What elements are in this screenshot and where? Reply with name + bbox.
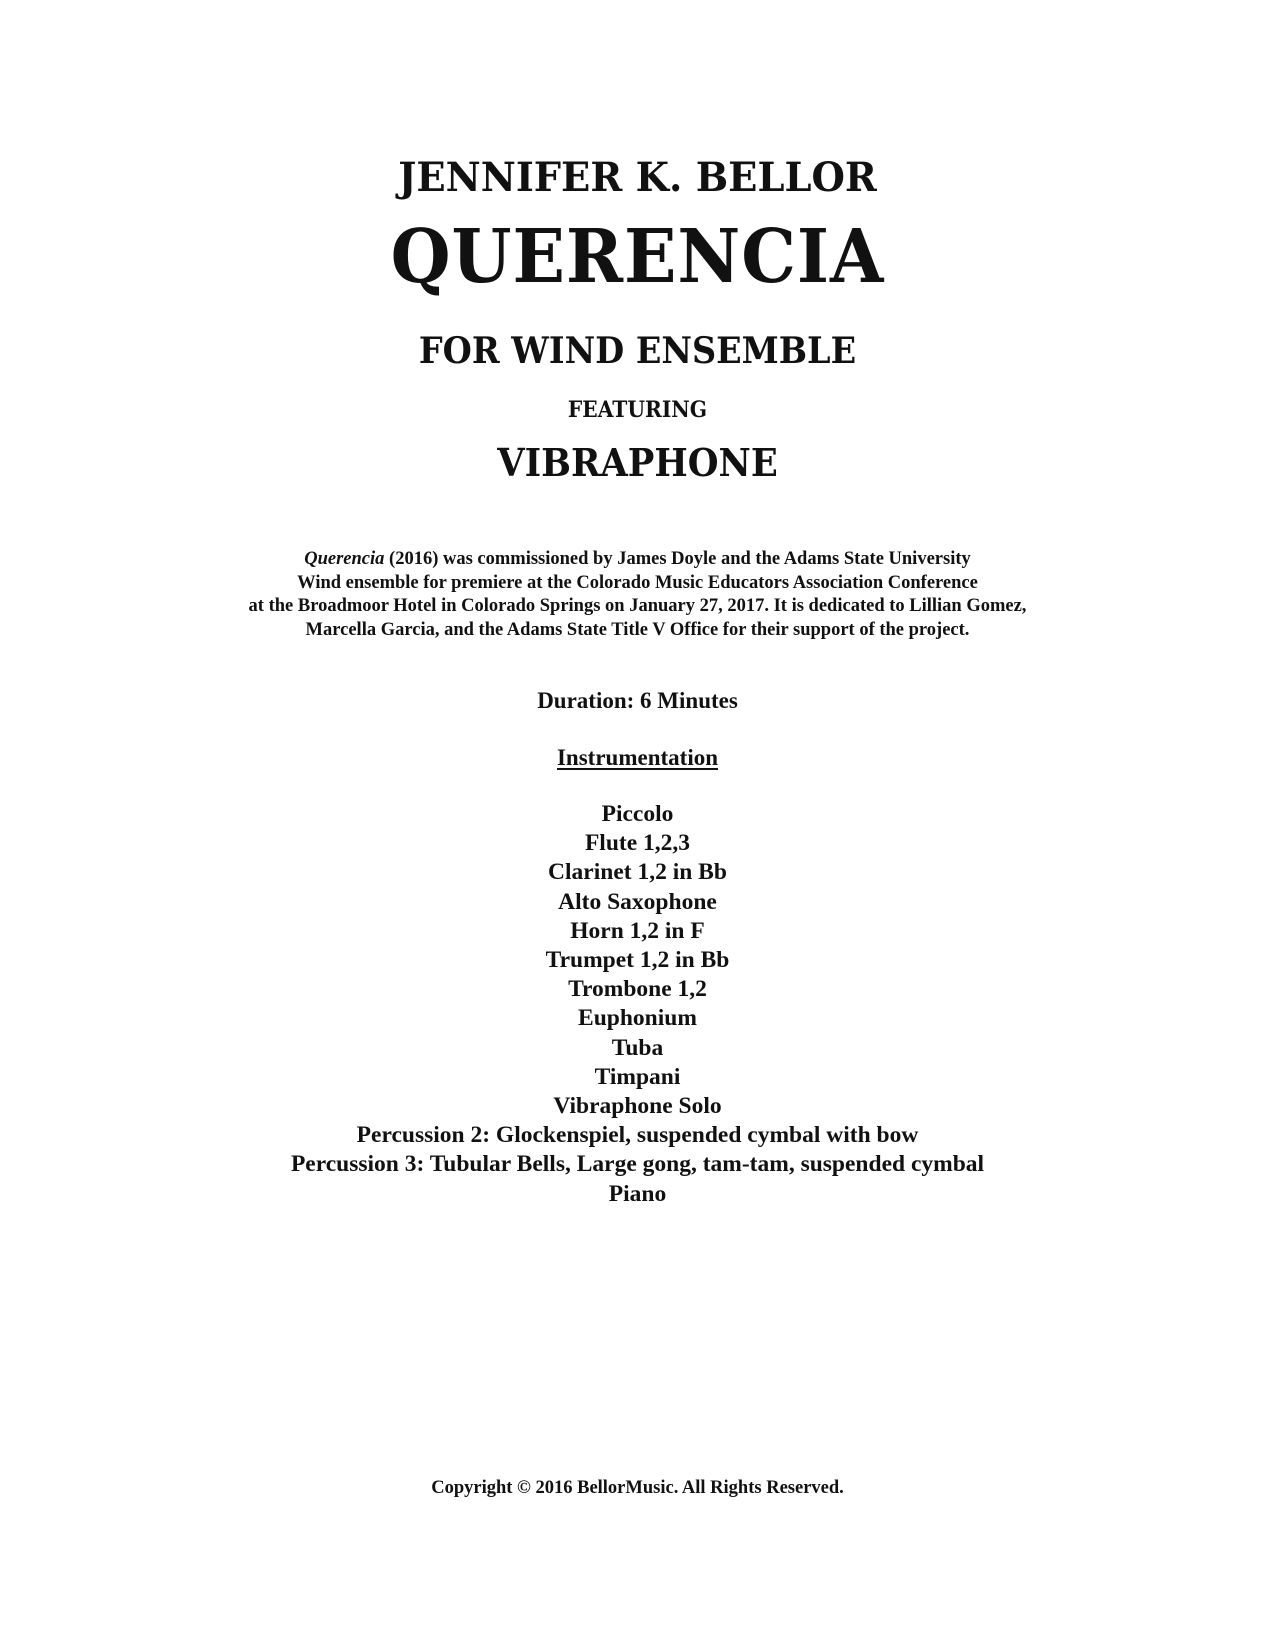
work-name-italic: Querencia (304, 549, 385, 569)
duration-text: Duration: 6 Minutes (537, 688, 738, 713)
instrument-item: Percussion 2: Glockenspiel, suspended cymbal with bow (356, 1122, 919, 1149)
instrument-item: Alto Saxophone (558, 888, 717, 915)
instrument-item: Piano (608, 1180, 667, 1207)
dedication-line-3: at the Broadmoor Hotel in Colorado Springs on January 27, 2017. It is dedicated to Lillian Gomez, (248, 596, 1027, 616)
instrument-item: Percussion 3: Tubular Bells, Large gong, tam-tam, suspended cymbal (290, 1151, 985, 1178)
instrument-item: Horn 1,2 in F (570, 917, 705, 944)
instrumentation-heading: Instrumentation (556, 745, 718, 770)
instrument-item: Trombone 1,2 (568, 976, 707, 1003)
dedication-line-4: Marcella Garcia, and the Adams State Title V Office for their support of the project. (305, 619, 970, 640)
featured-instrument: VIBRAPHONE (497, 440, 778, 485)
instrument-item: Euphonium (578, 1005, 697, 1032)
dedication-line-1-text: (2016) was commissioned by James Doyle and the Adams State University (384, 549, 971, 569)
piece-title: QUERENCIA (390, 214, 885, 300)
instrument-item: Tuba (611, 1034, 664, 1061)
composer-name: JENNIFER K. BELLOR (398, 154, 877, 201)
instrument-item: Trumpet 1,2 in Bb (545, 947, 730, 974)
instrument-item: Piccolo (601, 801, 674, 827)
instrumentation-list (0, 800, 1275, 1209)
instrument-item: Clarinet 1,2 in Bb (548, 859, 727, 886)
piece-subtitle: FOR WIND ENSEMBLE (418, 330, 857, 372)
copyright-notice: Copyright © 2016 BellorMusic. All Rights Reserved. (431, 1478, 844, 1498)
dedication-line-2: Wind ensemble for premiere at the Colorado Music Educators Association Conference (297, 572, 978, 593)
dedication-paragraph (0, 548, 1275, 642)
dedication-line-1 (0, 548, 1275, 572)
instrument-item: Timpani (594, 1063, 681, 1090)
featuring-label: FEATURING (567, 397, 708, 423)
instrument-item: Flute 1,2,3 (584, 830, 691, 857)
instrument-item: Vibraphone Solo (553, 1093, 722, 1120)
